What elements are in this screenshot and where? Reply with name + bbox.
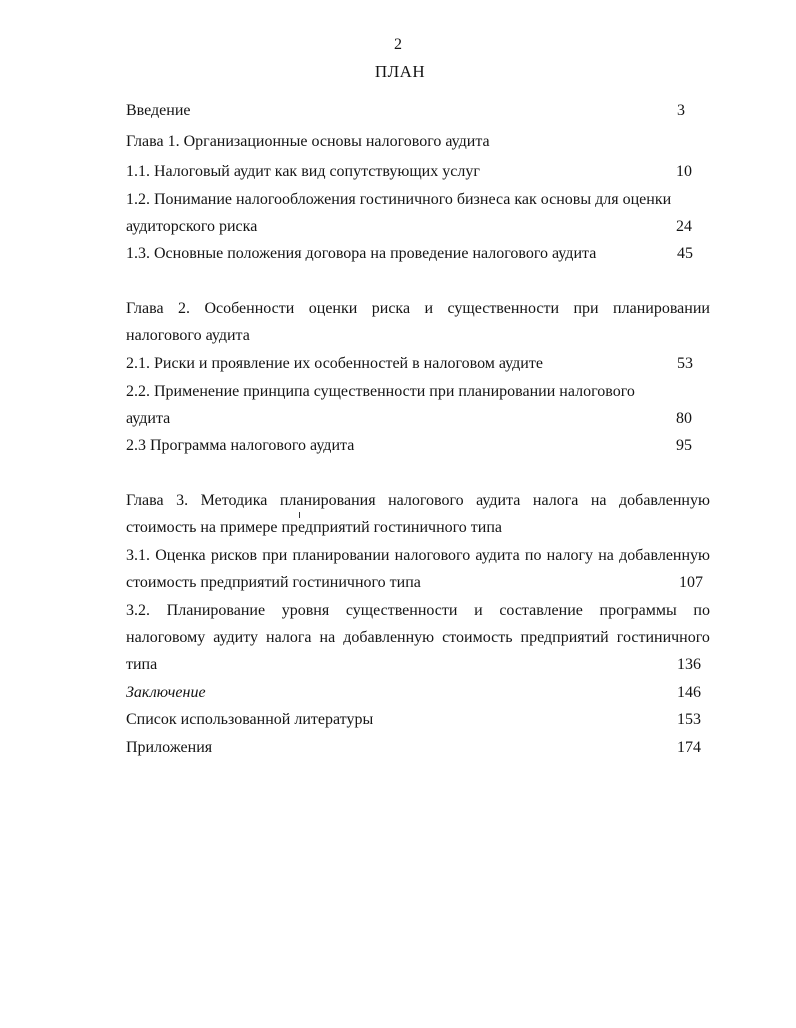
toc-entry-1-3: 1.3. Основные положения договора на проведение налогового аудита	[126, 245, 597, 262]
toc-page-1-1: 10	[676, 163, 692, 180]
toc-entry-appendix: Приложения	[126, 739, 213, 756]
toc-entry-2-2-line1: 2.2. Применение принципа существенности при планировании налогового	[126, 383, 635, 400]
toc-page-1-3: 45	[677, 245, 693, 262]
toc-entry-3-1-line2: стоимость предприятий гостиничного типа	[126, 574, 421, 591]
page-number: 2	[394, 36, 402, 53]
toc-page-appendix: 174	[677, 739, 701, 756]
toc-entry-3-2-line3: типа	[126, 656, 158, 673]
toc-chapter-3-line1: Глава 3. Методика планирования налогового аудита налога на добавленную	[126, 492, 710, 509]
toc-page-2-1: 53	[677, 355, 693, 372]
toc-entry-1-2-line1: 1.2. Понимание налогообложения гостиничного бизнеса как основы для оценки	[126, 191, 672, 208]
toc-page-3-2: 136	[677, 656, 701, 673]
toc-entry-2-3: 2.3 Программа налогового аудита	[126, 437, 355, 454]
toc-chapter-2-line2: налогового аудита	[126, 327, 250, 344]
toc-entry-2-1: 2.1. Риски и проявление их особенностей в налоговом аудите	[126, 355, 543, 372]
toc-page-2-2: 80	[676, 410, 692, 427]
toc-page-conclusion: 146	[677, 684, 701, 701]
toc-entry-3-2-line1: 3.2. Планирование уровня существенности и составление программы по	[126, 602, 710, 619]
toc-page-intro: 3	[677, 102, 685, 119]
toc-page-literature: 153	[677, 711, 701, 728]
toc-page-1-2: 24	[676, 218, 692, 235]
toc-entry-conclusion: Заключение	[126, 684, 206, 701]
toc-entry-3-1-line1: 3.1. Оценка рисков при планировании налогового аудита по налогу на добавленную	[126, 547, 710, 564]
toc-page-2-3: 95	[676, 437, 692, 454]
toc-entry-literature: Список использованной литературы	[126, 711, 374, 728]
toc-page-3-1: 107	[679, 574, 703, 591]
toc-entry-2-2-line2: аудита	[126, 410, 171, 427]
toc-entry-1-1: 1.1. Налоговый аудит как вид сопутствующих услуг	[126, 163, 480, 180]
toc-entry-3-2-line2: налоговому аудиту налога на добавленную стоимость предприятий гостиничного	[126, 629, 710, 646]
toc-chapter-3-line2: стоимость на примере предприятий гостиничного типа	[126, 519, 503, 536]
toc-chapter-2-line1: Глава 2. Особенности оценки риска и существенности при планировании	[126, 300, 710, 317]
toc-entry-intro: Введение	[126, 102, 191, 119]
toc-chapter-1: Глава 1. Организационные основы налогового аудита	[126, 133, 490, 150]
toc-entry-1-2-line2: аудиторского риска	[126, 218, 258, 235]
page-title: ПЛАН	[374, 62, 426, 81]
